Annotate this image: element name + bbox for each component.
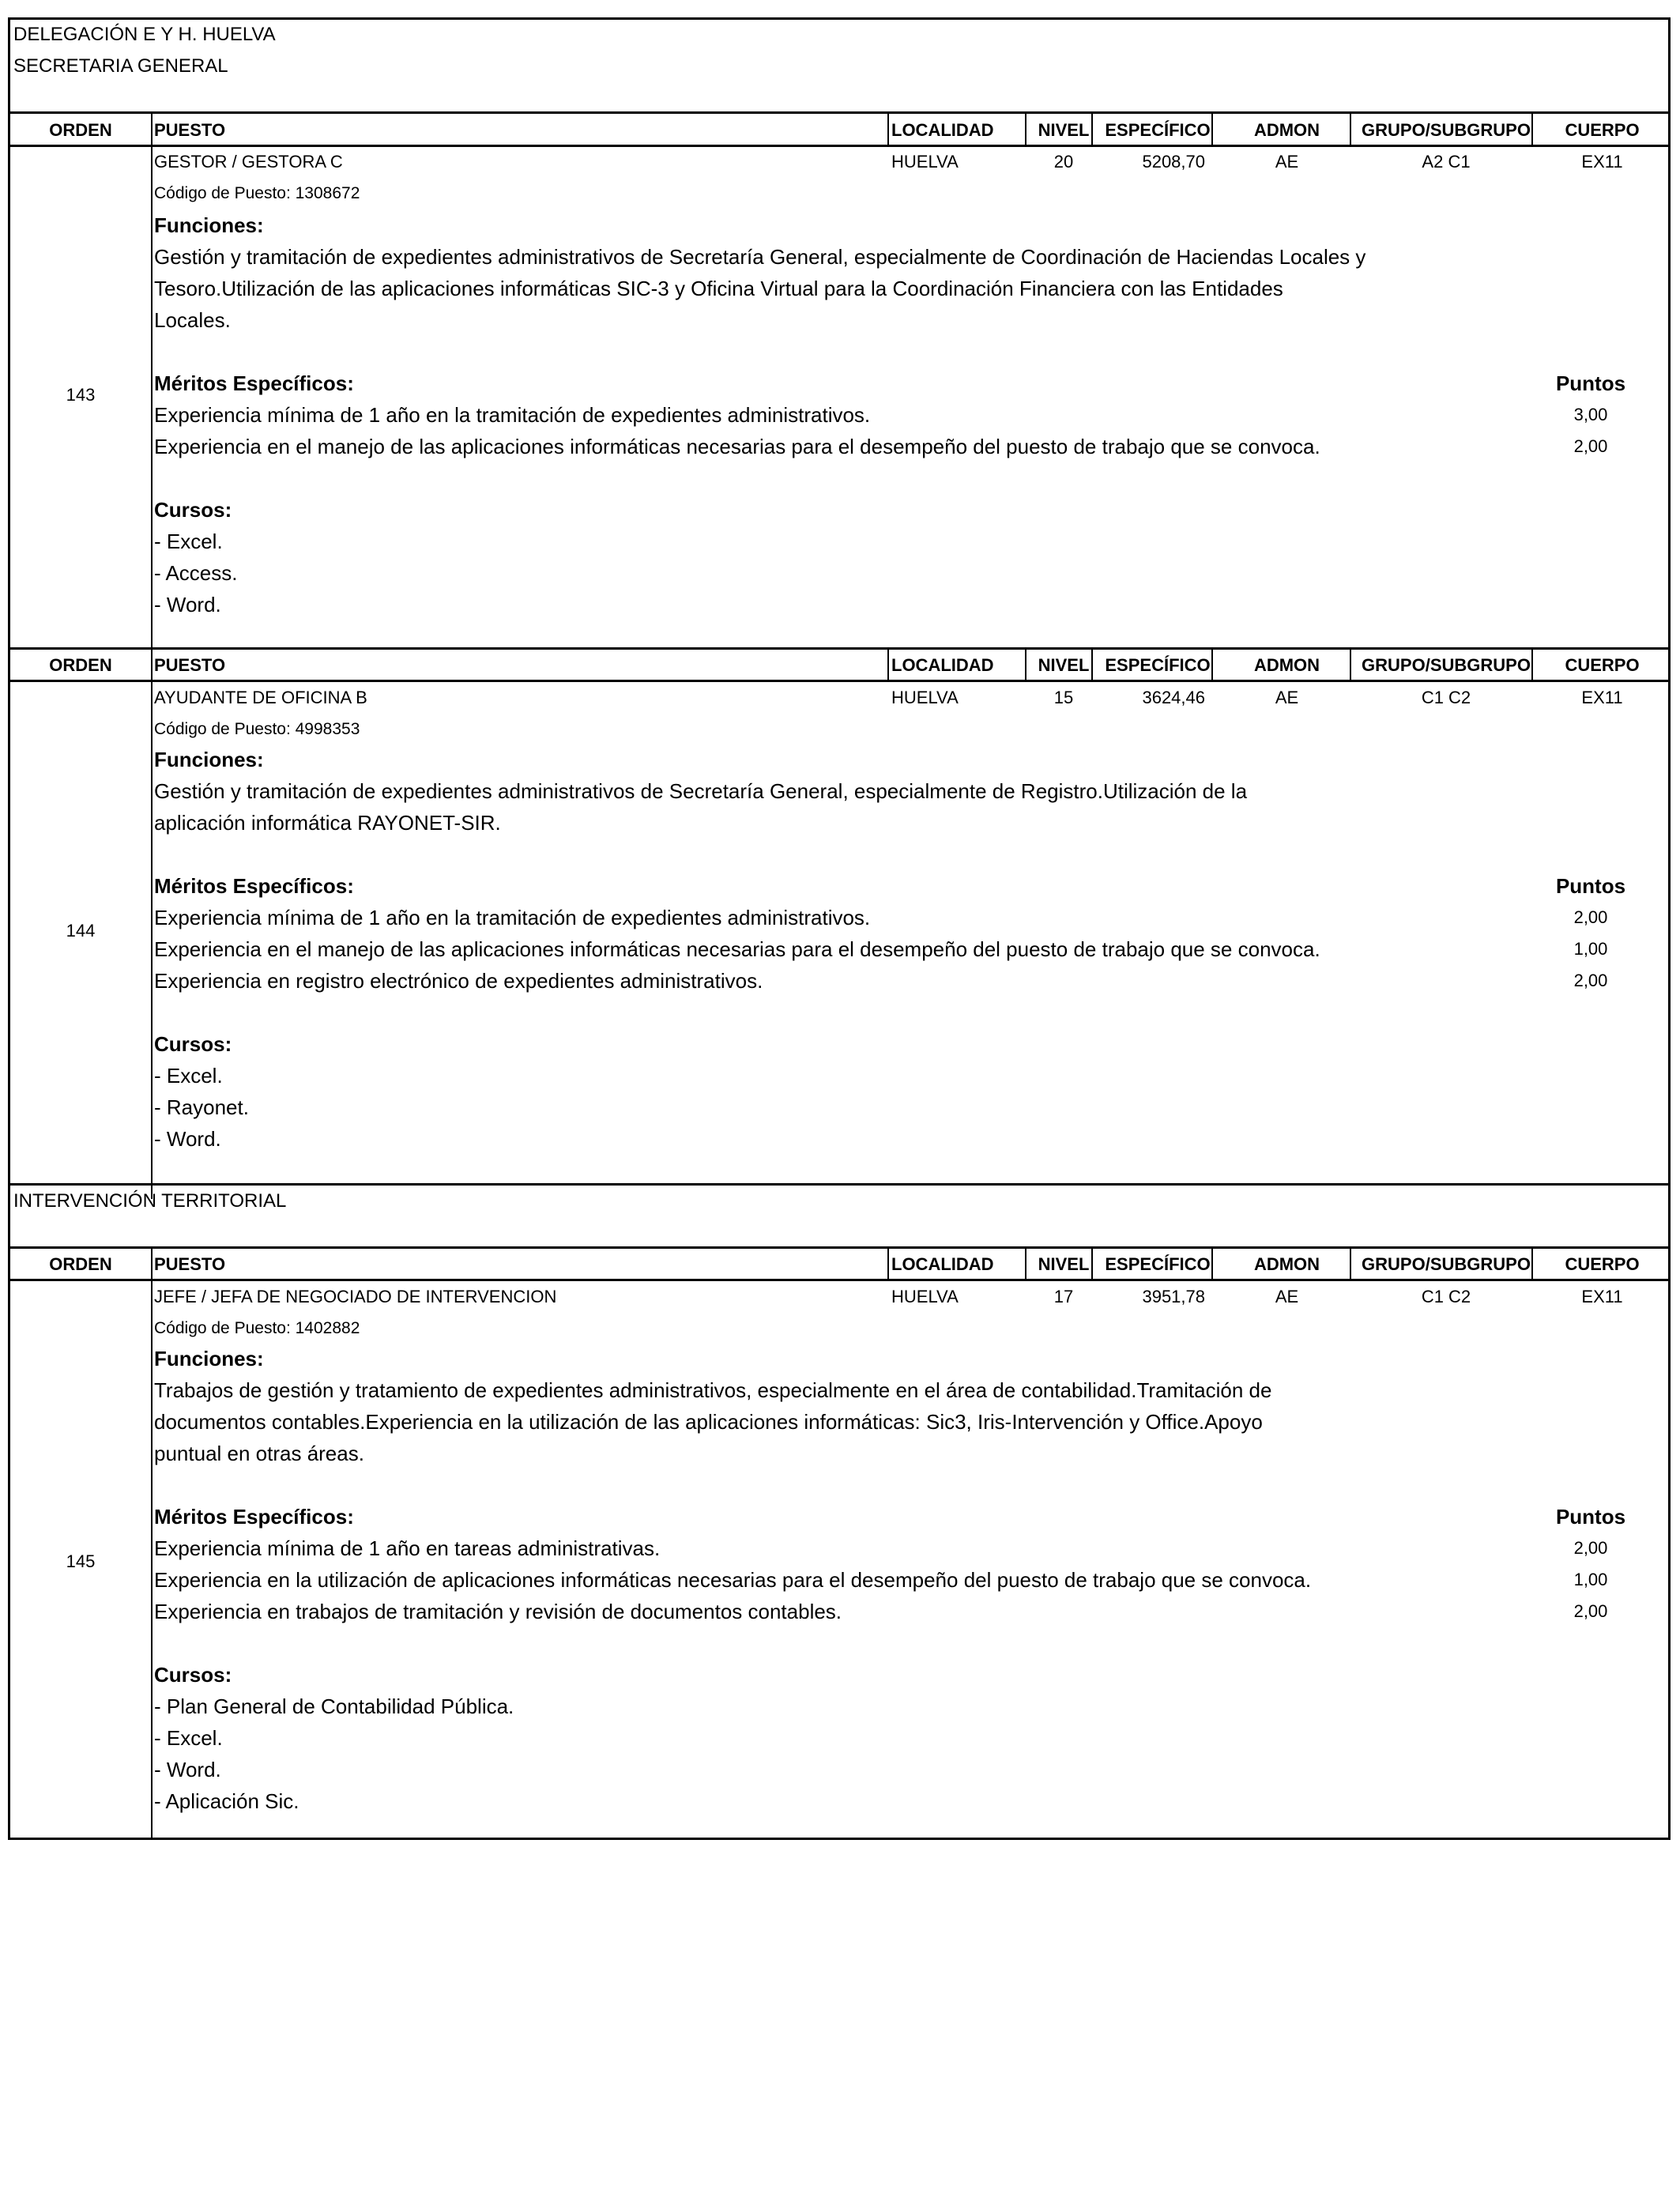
funciones-line: puntual en otras áreas. <box>154 1442 364 1465</box>
merito-text: Experiencia en registro electrónico de expedientes administrativos. <box>154 969 763 993</box>
divider <box>887 113 889 146</box>
col-especifico: ESPECÍFICO <box>1105 655 1211 675</box>
divider <box>1350 113 1351 146</box>
localidad-value: HUELVA <box>891 1287 959 1306</box>
col-cuerpo: CUERPO <box>1565 120 1640 140</box>
merito-text: Experiencia en el manejo de las aplicaciones informáticas necesarias para el desempeño del puesto de trabajo que se convoca. <box>154 937 1320 961</box>
divider <box>1211 1248 1213 1281</box>
codigo-puesto: Código de Puesto: 1402882 <box>154 1319 360 1337</box>
merito-puntos: 2,00 <box>1573 1601 1608 1621</box>
grupo-value: A2 C1 <box>1422 152 1471 172</box>
nivel-value: 17 <box>1053 1287 1074 1306</box>
cursos-label: Cursos: <box>154 498 232 522</box>
especifico-value: 5208,70 <box>1142 152 1205 172</box>
divider <box>1211 113 1213 146</box>
divider <box>1091 649 1093 682</box>
admon-value: AE <box>1275 688 1299 707</box>
divider <box>1211 649 1213 682</box>
localidad-value: HUELVA <box>891 688 959 707</box>
record-row <box>154 1281 1640 1313</box>
rule <box>10 111 1668 114</box>
puntos-label: Puntos <box>1555 874 1626 898</box>
admon-value: AE <box>1275 1287 1299 1306</box>
merito-puntos: 1,00 <box>1573 939 1608 959</box>
divider <box>1025 649 1026 682</box>
divider <box>1350 1248 1351 1281</box>
col-nivel: NIVEL <box>1038 1254 1090 1274</box>
col-grupo: GRUPO/SUBGRUPO <box>1362 655 1531 675</box>
orden-value: 145 <box>66 1551 96 1571</box>
curso-item: - Plan General de Contabilidad Pública. <box>154 1695 514 1718</box>
record-145 <box>10 1281 1668 1838</box>
merito-text: Experiencia mínima de 1 año en la tramitación de expedientes administrativos. <box>154 403 871 427</box>
col-admon: ADMON <box>1253 120 1320 140</box>
merito-puntos: 2,00 <box>1573 971 1608 990</box>
curso-item: - Word. <box>154 1127 221 1151</box>
record-144 <box>10 682 1668 1197</box>
cursos-label: Cursos: <box>154 1663 232 1687</box>
column-header <box>10 1249 1668 1280</box>
col-cuerpo: CUERPO <box>1565 1254 1640 1274</box>
curso-item: - Word. <box>154 593 221 616</box>
divider <box>1091 1248 1093 1281</box>
merito-text: Experiencia en trabajos de tramitación y revisión de documentos contables. <box>154 1600 842 1623</box>
merito-puntos: 2,00 <box>1573 1538 1608 1558</box>
merito-text: Experiencia mínima de 1 año en tareas administrativas. <box>154 1536 661 1560</box>
especifico-value: 3624,46 <box>1142 688 1205 707</box>
curso-item: - Excel. <box>154 1726 223 1750</box>
col-cuerpo: CUERPO <box>1565 655 1640 675</box>
merito-puntos: 2,00 <box>1573 907 1608 927</box>
funciones-line: Locales. <box>154 308 231 332</box>
puesto-value: GESTOR / GESTORA C <box>154 152 343 172</box>
cuerpo-value: EX11 <box>1581 152 1623 172</box>
merito-puntos: 2,00 <box>1573 436 1608 456</box>
divider <box>1025 1248 1026 1281</box>
funciones-line: Tesoro.Utilización de las aplicaciones informáticas SIC-3 y Oficina Virtual para la Coordinación Financiera con las Entidades <box>154 277 1283 300</box>
divider <box>1025 113 1026 146</box>
merito-text: Experiencia en el manejo de las aplicaciones informáticas necesarias para el desempeño del puesto de trabajo que se convoca. <box>154 435 1320 458</box>
divider <box>887 649 889 682</box>
funciones-label: Funciones: <box>154 213 264 237</box>
col-grupo: GRUPO/SUBGRUPO <box>1362 1254 1531 1274</box>
codigo-puesto: Código de Puesto: 1308672 <box>154 184 360 202</box>
funciones-line: aplicación informática RAYONET-SIR. <box>154 811 501 835</box>
puesto-value: JEFE / JEFA DE NEGOCIADO DE INTERVENCION <box>154 1287 557 1306</box>
col-localidad: LOCALIDAD <box>891 120 994 140</box>
curso-item: - Rayonet. <box>154 1095 249 1119</box>
col-orden: ORDEN <box>49 1254 112 1274</box>
record-row <box>154 146 1640 178</box>
curso-item: - Excel. <box>154 1064 223 1088</box>
localidad-value: HUELVA <box>891 152 959 172</box>
col-localidad: LOCALIDAD <box>891 1254 994 1274</box>
meritos-label: Méritos Específicos: <box>154 1505 354 1529</box>
cuerpo-value: EX11 <box>1581 688 1623 707</box>
divider <box>1531 113 1533 146</box>
merito-text: Experiencia mínima de 1 año en la tramitación de expedientes administrativos. <box>154 906 871 929</box>
divider <box>887 1248 889 1281</box>
section-title-secretaria: SECRETARIA GENERAL <box>13 55 228 77</box>
col-orden: ORDEN <box>49 120 112 140</box>
cursos-label: Cursos: <box>154 1032 232 1056</box>
curso-item: - Access. <box>154 561 238 585</box>
col-grupo: GRUPO/SUBGRUPO <box>1362 120 1531 140</box>
meritos-label: Méritos Específicos: <box>154 874 354 898</box>
merito-puntos: 1,00 <box>1573 1570 1608 1589</box>
merito-text: Experiencia en la utilización de aplicaciones informáticas necesarias para el desempeño del puesto de trabajo que se convoca. <box>154 1568 1312 1592</box>
funciones-line: Gestión y tramitación de expedientes administrativos de Secretaría General, especialmente de Registro.Utilización de la <box>154 779 1248 803</box>
merito-puntos: 3,00 <box>1573 405 1608 424</box>
orden-value: 144 <box>66 921 96 941</box>
curso-item: - Excel. <box>154 530 223 553</box>
column-header <box>10 650 1668 681</box>
col-admon: ADMON <box>1253 1254 1320 1274</box>
meritos-label: Méritos Específicos: <box>154 371 354 395</box>
funciones-line: Trabajos de gestión y tratamiento de expedientes administrativos, especialmente en el área de contabilidad.Tramitación de <box>154 1378 1272 1402</box>
funciones-label: Funciones: <box>154 748 264 771</box>
col-admon: ADMON <box>1253 655 1320 675</box>
grupo-value: C1 C2 <box>1421 688 1471 707</box>
admon-value: AE <box>1275 152 1299 172</box>
section-title-intervencion: INTERVENCIÓN TERRITORIAL <box>13 1190 287 1212</box>
column-header <box>10 115 1668 146</box>
divider <box>151 113 153 146</box>
codigo-puesto: Código de Puesto: 4998353 <box>154 720 360 738</box>
document-page <box>8 17 1671 1840</box>
rule <box>10 1183 1668 1186</box>
puntos-label: Puntos <box>1555 1505 1626 1529</box>
especifico-value: 3951,78 <box>1142 1287 1205 1306</box>
col-localidad: LOCALIDAD <box>891 655 994 675</box>
divider <box>1091 113 1093 146</box>
col-especifico: ESPECÍFICO <box>1105 1254 1211 1274</box>
grupo-value: C1 C2 <box>1421 1287 1471 1306</box>
col-especifico: ESPECÍFICO <box>1105 120 1211 140</box>
divider <box>1531 649 1533 682</box>
orden-value: 143 <box>66 385 96 405</box>
record-row <box>154 682 1640 714</box>
col-nivel: NIVEL <box>1038 120 1090 140</box>
org-title: DELEGACIÓN E Y H. HUELVA <box>13 24 276 45</box>
divider <box>1531 1248 1533 1281</box>
nivel-value: 15 <box>1053 688 1074 707</box>
puesto-value: AYUDANTE DE OFICINA B <box>154 688 367 707</box>
col-puesto: PUESTO <box>154 655 226 675</box>
col-orden: ORDEN <box>49 655 112 675</box>
curso-item: - Aplicación Sic. <box>154 1789 299 1813</box>
col-puesto: PUESTO <box>154 120 226 140</box>
puntos-label: Puntos <box>1555 371 1626 395</box>
record-143 <box>10 146 1668 664</box>
divider <box>1350 649 1351 682</box>
funciones-line: Gestión y tramitación de expedientes administrativos de Secretaría General, especialmente de Coordinación de Haciendas Locales y <box>154 245 1366 269</box>
cuerpo-value: EX11 <box>1581 1287 1623 1306</box>
funciones-label: Funciones: <box>154 1347 264 1370</box>
curso-item: - Word. <box>154 1758 221 1781</box>
funciones-line: documentos contables.Experiencia en la utilización de las aplicaciones informáticas: Sic3, Iris-Intervención y Office.Apoyo <box>154 1410 1263 1434</box>
col-nivel: NIVEL <box>1038 655 1090 675</box>
col-puesto: PUESTO <box>154 1254 226 1274</box>
nivel-value: 20 <box>1053 152 1074 172</box>
